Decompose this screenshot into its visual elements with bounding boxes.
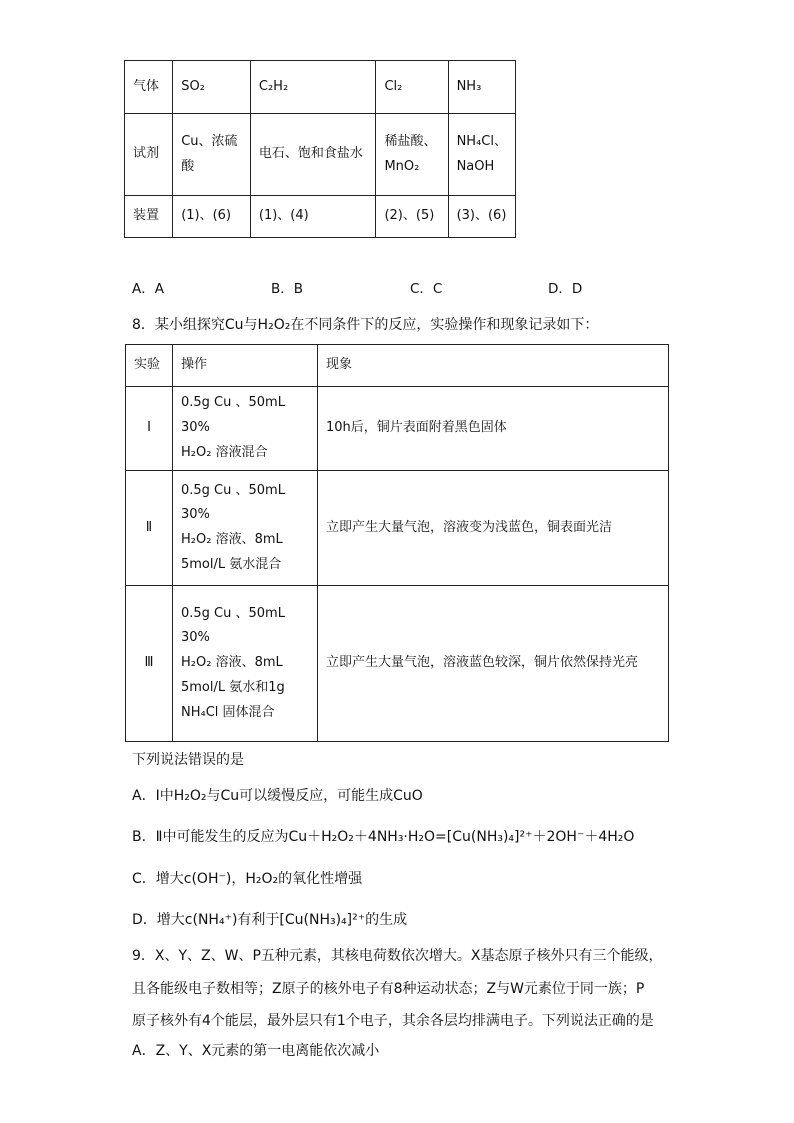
op-line: 0.5g Cu 、50mL 30%	[181, 605, 285, 646]
exp-id: Ⅱ	[126, 471, 173, 586]
exp-operation	[173, 471, 318, 586]
header-cell: 现象	[318, 345, 669, 387]
cell-line: MnO₂	[384, 158, 420, 174]
op-line: NH₄Cl 固体混合	[181, 704, 275, 720]
exp-operation	[173, 586, 318, 742]
q8-question: 下列说法错误的是	[132, 752, 244, 768]
q7-option-c: C．C	[410, 281, 443, 297]
experiment-table	[125, 344, 669, 742]
cell: (1)、(4)	[250, 196, 376, 238]
cell: (2)、(5)	[376, 196, 448, 238]
cell-label: 气体	[125, 61, 173, 114]
cell-line: 稀盐酸、	[384, 133, 437, 149]
cell	[448, 114, 515, 196]
cell	[173, 114, 251, 196]
q8-option-a: A．Ⅰ中H₂O₂与Cu可以缓慢反应，可能生成CuO	[132, 788, 423, 804]
cell-line: Cu、浓硫	[181, 133, 238, 149]
op-line: H₂O₂ 溶液、8mL	[181, 532, 283, 547]
q8-option-b: B．Ⅱ中可能发生的反应为Cu＋H₂O₂＋4NH₃·H₂O=[Cu(NH₃)₄]²⁺＋2OH⁻＋4H₂O	[132, 829, 635, 845]
cell: (1)、(6)	[173, 196, 251, 238]
exp-id: Ⅲ	[126, 586, 173, 742]
op-line: H₂O₂ 溶液、8mL	[181, 655, 283, 671]
exp-id: Ⅰ	[126, 387, 173, 471]
cell: SO₂	[173, 61, 251, 114]
op-line: H₂O₂ 溶液混合	[181, 444, 268, 460]
op-line: 5mol/L 氨水混合	[181, 556, 282, 572]
q9-option-a: A．Z、Y、X元素的第一电离能依次减小	[132, 1043, 380, 1059]
cell: Cl₂	[376, 61, 448, 114]
q8-option-c: C．增大c(OH⁻)，H₂O₂的氧化性增强	[132, 871, 363, 887]
header-cell: 实验	[126, 345, 173, 387]
exp-observation: 10h后，铜片表面附着黑色固体	[318, 387, 669, 471]
cell: (3)、(6)	[448, 196, 515, 238]
op-line: 0.5g Cu 、50mL 30%	[181, 482, 285, 523]
q8-option-d: D．增大c(NH₄⁺)有利于[Cu(NH₃)₄]²⁺的生成	[132, 912, 408, 928]
exp-operation	[173, 387, 318, 471]
cell-label: 试剂	[125, 114, 173, 196]
q7-option-d: D．D	[548, 281, 583, 297]
cell: C₂H₂	[250, 61, 376, 114]
op-line: 5mol/L 氨水和1g	[181, 679, 285, 695]
gas-table	[124, 60, 516, 238]
cell-label: 装置	[125, 196, 173, 238]
op-line: 0.5g Cu 、50mL 30%	[181, 395, 285, 436]
cell: 电石、饱和食盐水	[250, 114, 376, 196]
q9-line: 且各能级电子数相等；Z原子的核外电子有8种运动状态；Z与W元素位于同一族；P	[132, 981, 645, 997]
cell-line: NH₄Cl、	[456, 133, 507, 149]
q9-line: 原子核外有4个能层，最外层只有1个电子，其余各层均排满电子。下列说法正确的是	[132, 1013, 654, 1029]
header-cell: 操作	[173, 345, 318, 387]
cell	[376, 114, 448, 196]
exp-observation: 立即产生大量气泡，溶液变为浅蓝色，铜表面光洁	[318, 471, 669, 586]
cell: NH₃	[448, 61, 515, 114]
cell-line: NaOH	[456, 158, 495, 174]
q9-line: 9．X、Y、Z、W、P五种元素，其核电荷数依次增大。X基态原子核外只有三个能级，	[132, 948, 663, 964]
q7-option-a: A．A	[132, 281, 164, 297]
q8-stem: 8．某小组探究Cu与H₂O₂在不同条件下的反应，实验操作和现象记录如下：	[132, 317, 599, 333]
q7-option-b: B．B	[271, 281, 304, 297]
cell-line: 酸	[181, 158, 195, 174]
exp-observation: 立即产生大量气泡，溶液蓝色较深，铜片依然保持光亮	[318, 586, 669, 742]
